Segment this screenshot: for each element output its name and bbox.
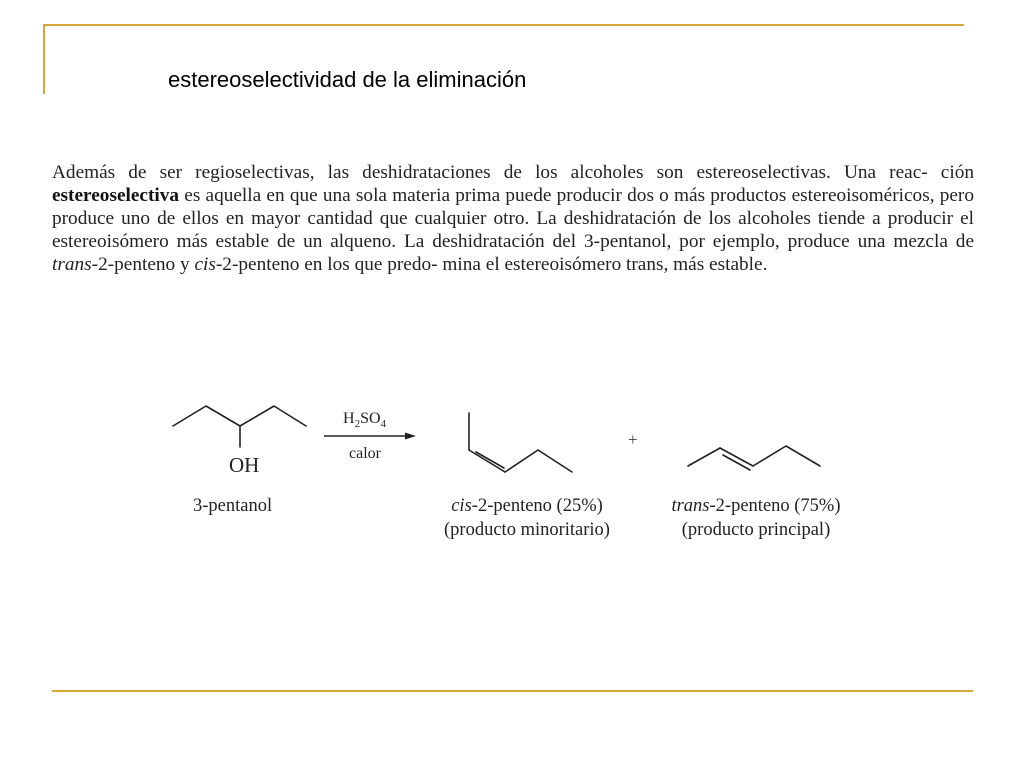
paragraph-line: es aquella en que una sola materia prima puede producir dos o más productos <box>179 184 787 206</box>
reaction-arrow <box>324 433 416 440</box>
term-estereoselectiva: estereoselectiva <box>52 184 180 206</box>
paragraph-line: de los alcoholes tiende a producir el estereoisómero más estable de un alqueno. La deshidratación del <box>52 207 974 252</box>
left-rule <box>43 24 45 94</box>
reactant-name: 3-pentanol <box>193 496 273 516</box>
slide-title: estereoselectividad de la eliminación <box>168 67 527 92</box>
hydroxyl-label: OH <box>229 453 260 477</box>
reaction-scheme <box>0 380 1024 580</box>
body-paragraph <box>52 162 974 277</box>
italic-cis: cis <box>194 253 216 275</box>
paragraph-line: -2-penteno en los que predo- <box>215 253 438 275</box>
product-trans-name: trans-2-penteno (75%) <box>671 496 841 516</box>
reagent-label: $H_2SO_4$ <box>343 410 387 431</box>
pentanol-structure <box>173 406 306 447</box>
paragraph-line: -2-penteno y <box>91 253 195 275</box>
top-rule <box>43 24 964 26</box>
pentanol-chain <box>173 406 306 426</box>
bottom-rule <box>52 690 973 692</box>
reaction-drawing <box>0 380 1024 580</box>
cis-pentene-structure <box>469 413 572 472</box>
paragraph-line: ción <box>940 162 974 183</box>
product-trans-note: (producto principal) <box>681 520 831 540</box>
paragraph-line: Además de ser regioselectivas, las deshidrataciones de los alcoholes son estereoselectivas. Una reac- <box>52 162 928 183</box>
product-cis-name: cis-2-penteno (25%) <box>451 496 603 516</box>
italic-trans: trans <box>52 253 92 275</box>
paragraph-line: estereoisoméricos, pero produce uno de ellos en mayor cantidad que cualquier otro. La deshidratación <box>52 184 974 229</box>
product-cis-note: (producto minoritario) <box>444 520 610 540</box>
condition-label: calor <box>349 445 381 462</box>
trans-pentene-structure <box>688 446 820 470</box>
plus-sign: + <box>628 430 638 449</box>
paragraph-line: 3-pentanol, por ejemplo, produce una mezcla de <box>584 230 974 252</box>
paragraph-line: mina el estereoisómero trans, más estable. <box>442 253 768 275</box>
